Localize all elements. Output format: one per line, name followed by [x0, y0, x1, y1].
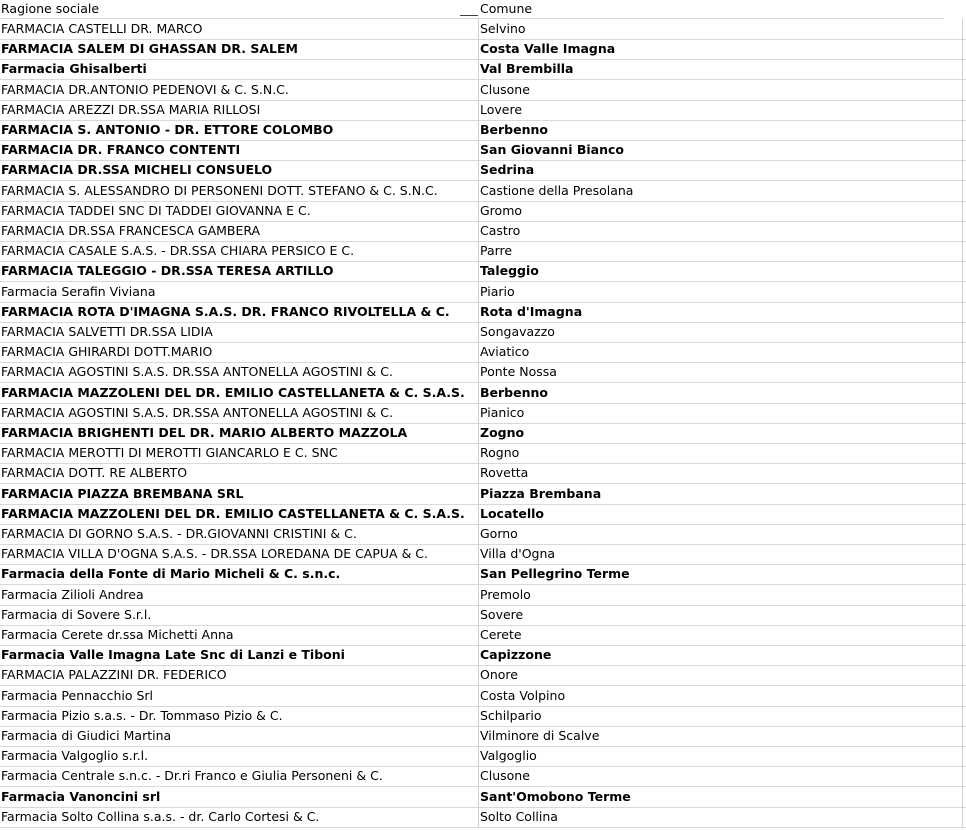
- table-row: [0, 181, 966, 202]
- column-divider: [962, 302, 963, 322]
- cell-ragione-sociale[interactable]: Farmacia Centrale s.n.c. - Dr.ri Franco e Giulia Personeni & C.: [1, 768, 383, 784]
- cell-comune[interactable]: Val Brembilla: [480, 61, 574, 77]
- column-divider: [478, 221, 479, 241]
- cell-ragione-sociale[interactable]: FARMACIA DR.SSA MICHELI CONSUELO: [1, 162, 273, 178]
- cell-comune[interactable]: Onore: [480, 667, 518, 683]
- column-divider: [962, 140, 963, 160]
- column-divider: [962, 342, 963, 362]
- column-divider: [478, 686, 479, 706]
- header-row: [0, 0, 966, 20]
- table-row: [0, 463, 966, 484]
- cell-comune[interactable]: Pianico: [480, 404, 525, 420]
- cell-ragione-sociale[interactable]: FARMACIA DR. FRANCO CONTENTI: [1, 142, 241, 158]
- cell-ragione-sociale[interactable]: Farmacia Valle Imagna Late Snc di Lanzi e Tiboni: [1, 647, 345, 663]
- table-row: [0, 221, 966, 242]
- column-divider: [478, 19, 479, 39]
- cell-ragione-sociale[interactable]: FARMACIA S. ALESSANDRO DI PERSONENI DOTT. STEFANO & C. S.N.C.: [1, 182, 438, 198]
- table-row: [0, 665, 966, 686]
- column-divider: [962, 403, 963, 423]
- cell-ragione-sociale[interactable]: FARMACIA DR.ANTONIO PEDENOVI & C. S.N.C.: [1, 81, 289, 97]
- cell-comune[interactable]: Villa d'Ogna: [480, 546, 556, 562]
- cell-comune[interactable]: Castione della Presolana: [480, 182, 634, 198]
- cell-comune[interactable]: Clusone: [480, 768, 530, 784]
- cell-comune[interactable]: Rovetta: [480, 465, 529, 481]
- column-divider: [478, 241, 479, 261]
- table-row: [0, 706, 966, 727]
- cell-ragione-sociale[interactable]: FARMACIA ROTA D'IMAGNA S.A.S. DR. FRANCO RIVOLTELLA & C.: [1, 303, 450, 319]
- column-divider: [962, 585, 963, 605]
- cell-comune[interactable]: Sovere: [480, 606, 524, 622]
- cell-ragione-sociale[interactable]: Farmacia Serafin Viviana: [1, 283, 156, 299]
- column-divider: [962, 59, 963, 79]
- table-row: [0, 504, 966, 525]
- column-divider: [478, 120, 479, 140]
- cell-comune[interactable]: Valgoglio: [480, 748, 537, 764]
- column-divider: [962, 504, 963, 524]
- cell-comune[interactable]: Sant'Omobono Terme: [480, 788, 631, 804]
- table-row: [0, 544, 966, 565]
- cell-comune[interactable]: Costa Volpino: [480, 687, 566, 703]
- cell-comune[interactable]: Piario: [480, 283, 515, 299]
- cell-ragione-sociale[interactable]: FARMACIA AGOSTINI S.A.S. DR.SSA ANTONELLA AGOSTINI & C.: [1, 404, 393, 420]
- column-divider: [478, 504, 479, 524]
- cell-comune[interactable]: Schilpario: [480, 707, 542, 723]
- column-divider: [478, 605, 479, 625]
- cell-comune[interactable]: Gorno: [480, 526, 518, 541]
- column-divider: [478, 443, 479, 463]
- table-row: [0, 423, 966, 444]
- cell-ragione-sociale[interactable]: FARMACIA TADDEI SNC DI TADDEI GIOVANNA E C.: [1, 202, 311, 218]
- column-divider: [962, 241, 963, 261]
- table-row: [0, 241, 966, 262]
- column-divider: [962, 443, 963, 463]
- cell-comune[interactable]: Songavazzo: [480, 324, 555, 339]
- header-comune[interactable]: Comune: [480, 1, 533, 16]
- column-divider: [478, 403, 479, 423]
- column-divider: [478, 726, 479, 746]
- column-divider: [962, 463, 963, 483]
- table-row: [0, 100, 966, 121]
- column-divider: [962, 665, 963, 685]
- column-divider: [962, 807, 963, 827]
- column-divider: [478, 746, 479, 766]
- table-row: [0, 766, 966, 787]
- column-divider: [962, 383, 963, 403]
- cell-comune[interactable]: Solto Collina: [480, 808, 558, 824]
- table-row: [0, 362, 966, 383]
- column-divider: [478, 261, 479, 281]
- column-divider: [478, 787, 479, 807]
- column-divider: [478, 645, 479, 665]
- cell-ragione-sociale[interactable]: Farmacia di Giudici Martina: [1, 728, 172, 743]
- table-row: [0, 59, 966, 80]
- column-divider: [962, 39, 963, 59]
- cell-ragione-sociale[interactable]: FARMACIA VILLA D'OGNA S.A.S. - DR.SSA LOREDANA DE CAPUA & C.: [1, 546, 428, 562]
- column-divider: [478, 59, 479, 79]
- column-divider: [962, 201, 963, 221]
- cell-ragione-sociale[interactable]: FARMACIA PALAZZINI DR. FEDERICO: [1, 667, 227, 683]
- column-divider: [478, 362, 479, 382]
- column-divider: [962, 100, 963, 120]
- header-ragione-sociale[interactable]: Ragione sociale: [1, 1, 100, 16]
- table-row: [0, 686, 966, 707]
- column-divider: [478, 342, 479, 362]
- column-divider: [962, 625, 963, 645]
- cell-ragione-sociale[interactable]: FARMACIA MAZZOLENI DEL DR. EMILIO CASTELLANETA & C. S.A.S.: [1, 505, 465, 521]
- cell-comune[interactable]: Taleggio: [480, 263, 539, 279]
- cell-comune[interactable]: Rota d'Imagna: [480, 303, 583, 319]
- cell-comune[interactable]: Parre: [480, 243, 513, 259]
- column-divider: [478, 484, 479, 504]
- column-divider: [478, 423, 479, 443]
- cell-ragione-sociale[interactable]: FARMACIA PIAZZA BREMBANA SRL: [1, 485, 244, 501]
- column-divider: [962, 322, 963, 342]
- column-divider: [478, 665, 479, 685]
- column-divider: [962, 766, 963, 786]
- table-row: [0, 342, 966, 363]
- column-divider: [962, 19, 963, 39]
- cell-comune[interactable]: Zogno: [480, 425, 525, 440]
- cell-comune[interactable]: Costa Valle Imagna: [480, 41, 616, 57]
- column-divider: [962, 686, 963, 706]
- table-row: [0, 807, 966, 828]
- table-row: [0, 564, 966, 585]
- column-divider: [478, 80, 479, 100]
- column-divider: [478, 625, 479, 645]
- table-row: [0, 726, 966, 747]
- cell-ragione-sociale[interactable]: FARMACIA S. ANTONIO - DR. ETTORE COLOMBO: [1, 122, 334, 137]
- column-divider: [962, 787, 963, 807]
- cell-comune[interactable]: Ponte Nossa: [480, 364, 557, 380]
- cell-ragione-sociale[interactable]: FARMACIA AGOSTINI S.A.S. DR.SSA ANTONELLA AGOSTINI & C.: [1, 364, 393, 380]
- column-divider: [962, 160, 963, 180]
- table-row: [0, 585, 966, 606]
- column-divider: [962, 120, 963, 140]
- column-divider: [478, 524, 479, 544]
- column-divider: [962, 524, 963, 544]
- cell-ragione-sociale[interactable]: Farmacia Vanoncini srl: [1, 788, 161, 804]
- column-divider: [478, 282, 479, 302]
- cell-ragione-sociale[interactable]: FARMACIA DR.SSA FRANCESCA GAMBERA: [1, 223, 261, 238]
- column-divider: [478, 181, 479, 201]
- column-divider: [478, 140, 479, 160]
- cell-comune[interactable]: Berbenno: [480, 384, 548, 400]
- column-divider: [478, 160, 479, 180]
- cell-comune[interactable]: Capizzone: [480, 647, 552, 663]
- column-divider: [478, 807, 479, 827]
- column-divider: [962, 544, 963, 564]
- cell-ragione-sociale[interactable]: FARMACIA TALEGGIO - DR.SSA TERESA ARTILLO: [1, 263, 334, 279]
- column-divider: [478, 201, 479, 221]
- cell-comune[interactable]: Castro: [480, 223, 521, 238]
- cell-comune[interactable]: Clusone: [480, 81, 530, 97]
- column-divider: [478, 706, 479, 726]
- column-divider: [478, 302, 479, 322]
- cell-ragione-sociale[interactable]: Farmacia Ghisalberti: [1, 61, 147, 77]
- cell-ragione-sociale[interactable]: Farmacia Valgoglio s.r.l.: [1, 748, 149, 764]
- table-row: [0, 282, 966, 303]
- cell-ragione-sociale[interactable]: Farmacia Solto Collina s.a.s. - dr. Carlo Cortesi & C.: [1, 808, 320, 824]
- cell-comune[interactable]: Aviatico: [480, 344, 530, 360]
- cell-comune[interactable]: Lovere: [480, 101, 523, 117]
- column-divider: [962, 261, 963, 281]
- column-divider: [962, 706, 963, 726]
- column-divider: [478, 544, 479, 564]
- column-divider: [962, 181, 963, 201]
- cell-comune[interactable]: Sedrina: [480, 162, 535, 178]
- table-row: [0, 645, 966, 666]
- cell-ragione-sociale[interactable]: FARMACIA DOTT. RE ALBERTO: [1, 465, 188, 481]
- cell-ragione-sociale[interactable]: FARMACIA MEROTTI DI MEROTTI GIANCARLO E C. SNC: [1, 445, 338, 461]
- table-row: [0, 39, 966, 60]
- cell-comune[interactable]: Vilminore di Scalve: [480, 728, 600, 743]
- cell-ragione-sociale[interactable]: Farmacia Cerete dr.ssa Michetti Anna: [1, 627, 234, 642]
- column-divider: [478, 585, 479, 605]
- column-divider: [962, 564, 963, 584]
- table-row: [0, 160, 966, 181]
- column-divider: [478, 322, 479, 342]
- cell-comune[interactable]: Gromo: [480, 202, 523, 218]
- cell-ragione-sociale[interactable]: Farmacia Zilioli Andrea: [1, 586, 144, 602]
- table-row: [0, 120, 966, 141]
- cell-comune[interactable]: Locatello: [480, 505, 545, 521]
- table-row: [0, 484, 966, 505]
- table-row: [0, 80, 966, 101]
- table-row: [0, 746, 966, 767]
- column-divider: [962, 746, 963, 766]
- cell-comune[interactable]: Piazza Brembana: [480, 485, 602, 501]
- table-row: [0, 19, 966, 40]
- cell-ragione-sociale[interactable]: FARMACIA SALVETTI DR.SSA LIDIA: [1, 324, 213, 339]
- cell-ragione-sociale[interactable]: Farmacia Pennacchio Srl: [1, 687, 154, 703]
- cell-comune[interactable]: Cerete: [480, 627, 522, 642]
- cell-comune[interactable]: Rogno: [480, 445, 520, 461]
- cell-ragione-sociale[interactable]: FARMACIA CASTELLI DR. MARCO: [1, 21, 203, 36]
- cell-comune[interactable]: San Pellegrino Terme: [480, 566, 630, 582]
- column-divider: [962, 423, 963, 443]
- column-divider: [478, 463, 479, 483]
- cell-ragione-sociale[interactable]: Farmacia della Fonte di Mario Micheli & C. s.n.c.: [1, 566, 341, 582]
- table-row: [0, 787, 966, 808]
- column-divider: [478, 766, 479, 786]
- table-row: [0, 201, 966, 222]
- table-row: [0, 403, 966, 424]
- column-divider: [962, 282, 963, 302]
- table-row: [0, 302, 966, 323]
- cell-ragione-sociale[interactable]: FARMACIA DI GORNO S.A.S. - DR.GIOVANNI CRISTINI & C.: [1, 526, 357, 541]
- column-divider: [962, 645, 963, 665]
- column-divider: [962, 726, 963, 746]
- cell-ragione-sociale[interactable]: FARMACIA CASALE S.A.S. - DR.SSA CHIARA PERSICO E C.: [1, 243, 355, 259]
- table-row: [0, 443, 966, 464]
- column-divider: [962, 362, 963, 382]
- cell-comune[interactable]: San Giovanni Bianco: [480, 142, 624, 158]
- table-row: [0, 140, 966, 161]
- table-row: [0, 261, 966, 282]
- column-divider: [962, 80, 963, 100]
- cell-comune[interactable]: Selvino: [480, 21, 526, 36]
- column-resize-marker: [460, 15, 478, 16]
- column-divider: [962, 484, 963, 504]
- cell-ragione-sociale[interactable]: Farmacia di Sovere S.r.l.: [1, 606, 152, 622]
- column-divider: [478, 39, 479, 59]
- cell-ragione-sociale[interactable]: Farmacia Pizio s.a.s. - Dr. Tommaso Pizio & C.: [1, 707, 283, 723]
- cell-ragione-sociale[interactable]: FARMACIA GHIRARDI DOTT.MARIO: [1, 344, 213, 360]
- cell-ragione-sociale[interactable]: FARMACIA SALEM DI GHASSAN DR. SALEM: [1, 41, 298, 57]
- cell-ragione-sociale[interactable]: FARMACIA BRIGHENTI DEL DR. MARIO ALBERTO MAZZOLA: [1, 425, 408, 440]
- cell-comune[interactable]: Berbenno: [480, 122, 548, 137]
- column-divider: [962, 221, 963, 241]
- table-row: [0, 383, 966, 404]
- cell-ragione-sociale[interactable]: FARMACIA MAZZOLENI DEL DR. EMILIO CASTELLANETA & C. S.A.S.: [1, 384, 465, 400]
- column-divider: [478, 383, 479, 403]
- cell-comune[interactable]: Premolo: [480, 586, 531, 602]
- cell-ragione-sociale[interactable]: FARMACIA AREZZI DR.SSA MARIA RILLOSI: [1, 101, 261, 117]
- column-divider: [962, 605, 963, 625]
- table-row: [0, 605, 966, 626]
- column-divider: [478, 564, 479, 584]
- table-row: [0, 625, 966, 646]
- column-divider: [478, 100, 479, 120]
- table-row: [0, 524, 966, 545]
- table-row: [0, 322, 966, 343]
